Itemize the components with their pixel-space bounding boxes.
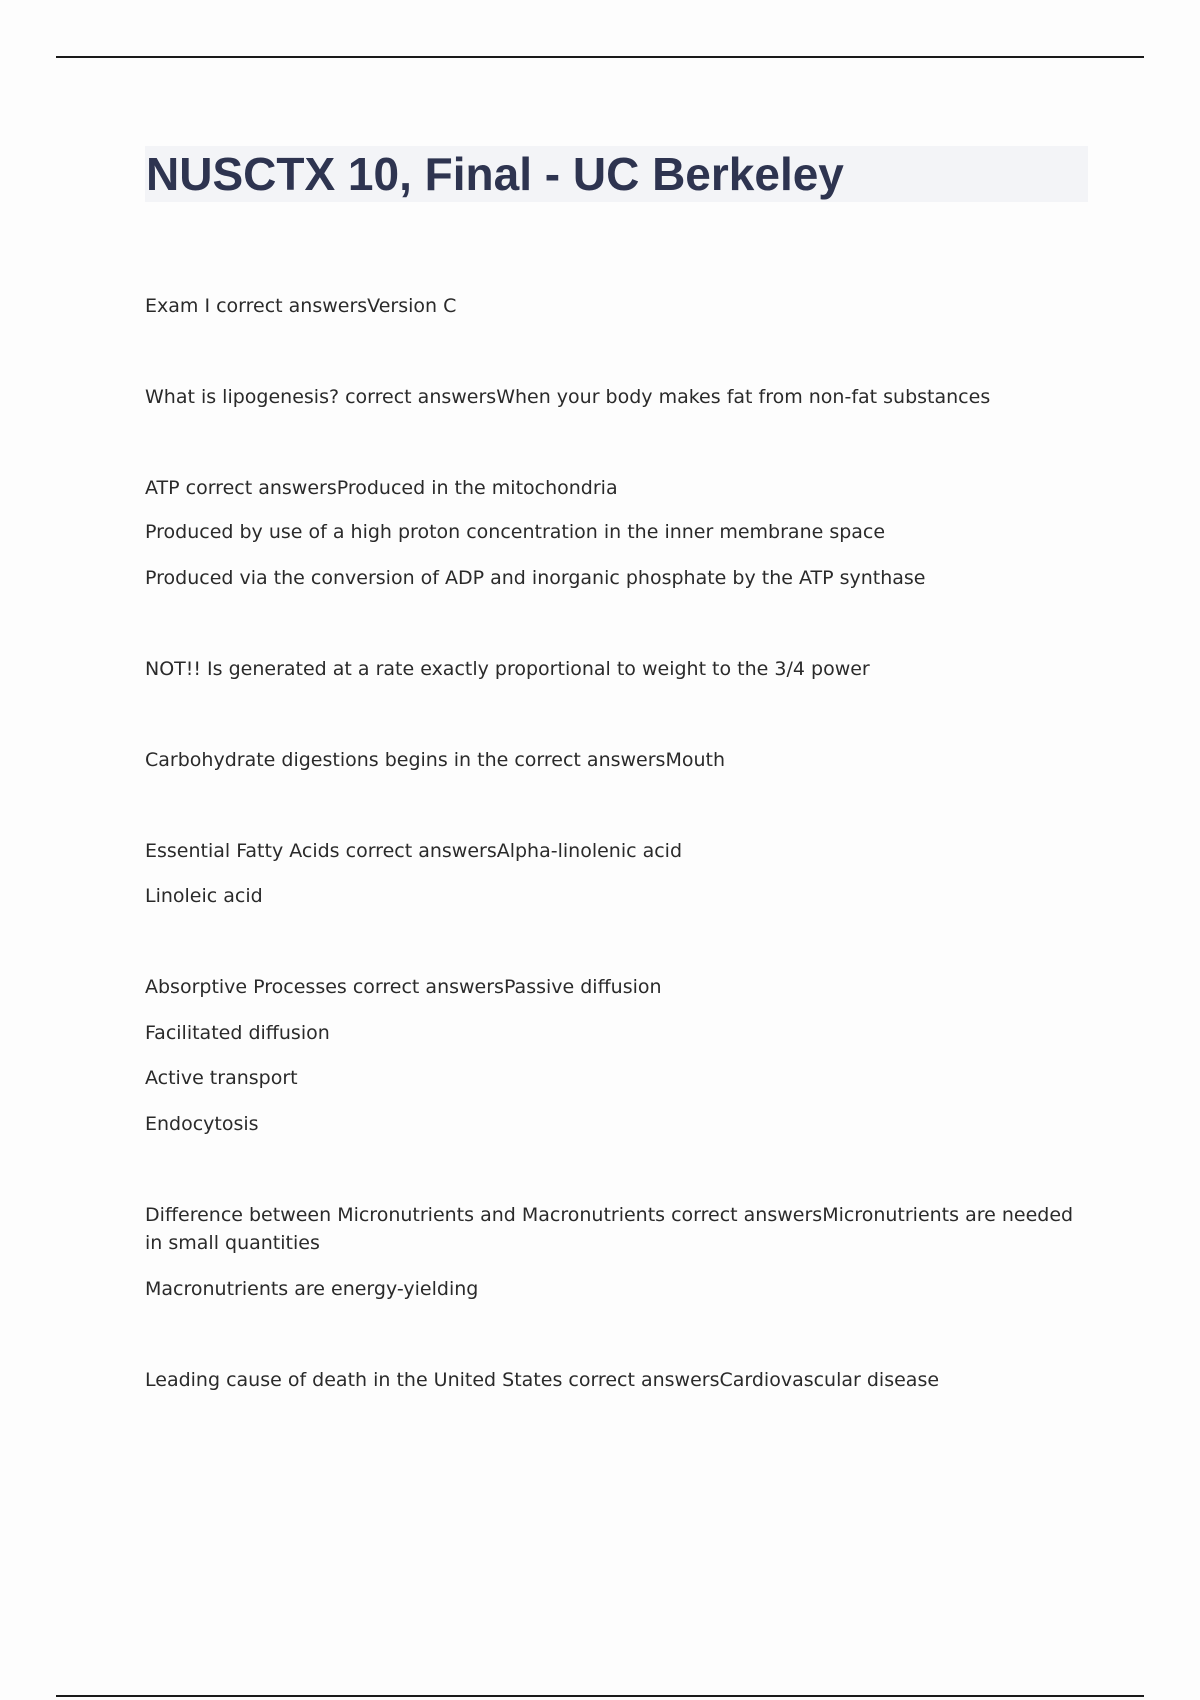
bottom-rule — [56, 1695, 1144, 1697]
qa-line: Produced by use of a high proton concentration in the inner membrane space — [145, 521, 886, 543]
page-title: NUSCTX 10, Final - UC Berkeley — [146, 148, 844, 200]
qa-line: Produced via the conversion of ADP and inorganic phosphate by the ATP synthase — [145, 567, 926, 589]
qa-line: ATP correct answersProduced in the mitochondria — [145, 477, 618, 499]
qa-line: Leading cause of death in the United States correct answersCardiovascular disease — [145, 1369, 940, 1391]
qa-line: What is lipogenesis? correct answersWhen your body makes fat from non-fat substances — [145, 386, 991, 408]
qa-line: Absorptive Processes correct answersPassive diffusion — [145, 976, 662, 998]
qa-line: Endocytosis — [145, 1113, 259, 1135]
qa-line: Essential Fatty Acids correct answersAlpha-linolenic acid — [145, 840, 683, 862]
qa-line: Linoleic acid — [145, 885, 263, 907]
qa-line: Facilitated diffusion — [145, 1022, 330, 1044]
qa-line: Difference between Micronutrients and Macronutrients correct answersMicronutrients are needed in small quantities — [145, 1204, 1074, 1254]
qa-line: Exam I correct answersVersion C — [145, 295, 457, 317]
qa-line: NOT!! Is generated at a rate exactly proportional to weight to the 3/4 power — [145, 658, 870, 680]
qa-line: Macronutrients are energy-yielding — [145, 1278, 479, 1300]
qa-line: Active transport — [145, 1067, 298, 1089]
qa-line: Carbohydrate digestions begins in the correct answersMouth — [145, 749, 726, 771]
top-rule — [56, 56, 1144, 58]
